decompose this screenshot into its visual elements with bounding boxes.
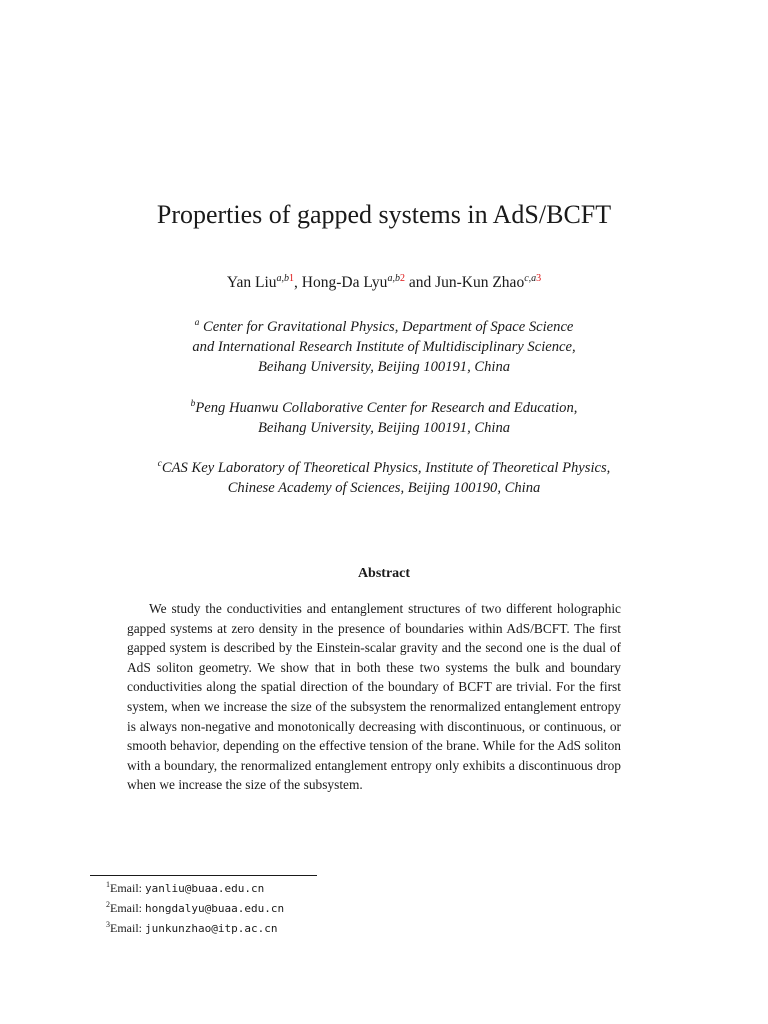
author-separator: , bbox=[294, 274, 302, 291]
affiliation-marker: a,b bbox=[387, 273, 400, 284]
email-link[interactable]: junkunzhao@itp.ac.cn bbox=[145, 922, 278, 935]
affiliation-line: $^c$CAS Key Laboratory of Theoretical Physics, Institute of Theoretical Physics, bbox=[157, 459, 611, 476]
affiliation-b bbox=[0, 394, 768, 438]
author-superscript bbox=[387, 273, 405, 284]
paper-title: Properties of gapped systems in AdS/BCFT bbox=[156, 200, 612, 229]
footnote-1: $^1$Email: yanliu@buaa.edu.cn bbox=[106, 880, 265, 895]
affiliation-marker: a,b bbox=[276, 273, 290, 284]
author-name: Hong-Da Lyu bbox=[301, 274, 388, 291]
affiliation-marker: c bbox=[157, 459, 162, 469]
author-list bbox=[0, 273, 768, 292]
author-name: Jun-Kun Zhao bbox=[435, 274, 525, 291]
affiliation-marker: a bbox=[194, 318, 200, 328]
author-superscript bbox=[524, 273, 541, 284]
affiliation-line: Beihang University, Beijing 100191, China bbox=[257, 359, 511, 375]
footnotes bbox=[106, 877, 284, 937]
affiliation-line: Chinese Academy of Sciences, Beijing 100190, China bbox=[227, 480, 541, 496]
affiliation-line: $^b$Peng Huanwu Collaborative Center for Research and Education, bbox=[190, 399, 578, 416]
footnote-rule bbox=[90, 875, 317, 876]
abstract-heading: Abstract bbox=[357, 566, 411, 581]
author-name: Yan Liu bbox=[226, 274, 277, 291]
affiliation-c bbox=[0, 454, 768, 498]
footnote-link[interactable]: 1 bbox=[289, 273, 295, 284]
footnote-link[interactable]: 2 bbox=[399, 273, 405, 284]
email-link[interactable]: yanliu@buaa.edu.cn bbox=[145, 882, 265, 895]
affiliation-line: and International Research Institute of Multidisciplinary Science, bbox=[192, 339, 576, 355]
abstract-body bbox=[127, 599, 621, 795]
affiliation-marker: c,a bbox=[524, 273, 537, 284]
affiliation-a bbox=[0, 313, 768, 377]
email-link[interactable]: hongdalyu@buaa.edu.cn bbox=[145, 902, 285, 915]
footnote-link[interactable]: 3 bbox=[536, 273, 542, 284]
footnote-2: $^2$Email: hongdalyu@buaa.edu.cn bbox=[106, 900, 285, 915]
author-separator: and bbox=[404, 274, 436, 291]
affiliation-marker: b bbox=[190, 399, 196, 409]
affiliation-line: $^a$ Center for Gravitational Physics, Department of Space Science bbox=[194, 318, 574, 335]
affiliation-line: Beihang University, Beijing 100191, China bbox=[257, 420, 511, 436]
author-superscript bbox=[277, 273, 295, 284]
abstract-paragraph: We study the conductivities and entanglement structures of two different holographic gapped systems at zero density in the presence of boundaries within AdS/BCFT. The first gapped system is described by the Einstein-scalar gravity and the second one is the dual of AdS soliton geometry. We show that in both these two systems the bulk and boundary conductivities along the spatial direction of the boundary of BCFT are trivial. For the first system, when we increase the size of the subsystem the renormalized entanglement entropy is always non-negative and monotonically decreasing with discontinuous, or continuous, or smooth behavior, depending on the effective tension of the brane. While for the AdS soliton with a boundary, the renormalized entanglement entropy only exhibits a discontinuous drop when we increase the size of the subsystem. bbox=[127, 601, 621, 793]
footnote-3: $^3$Email: junkunzhao@itp.ac.cn bbox=[106, 920, 278, 935]
